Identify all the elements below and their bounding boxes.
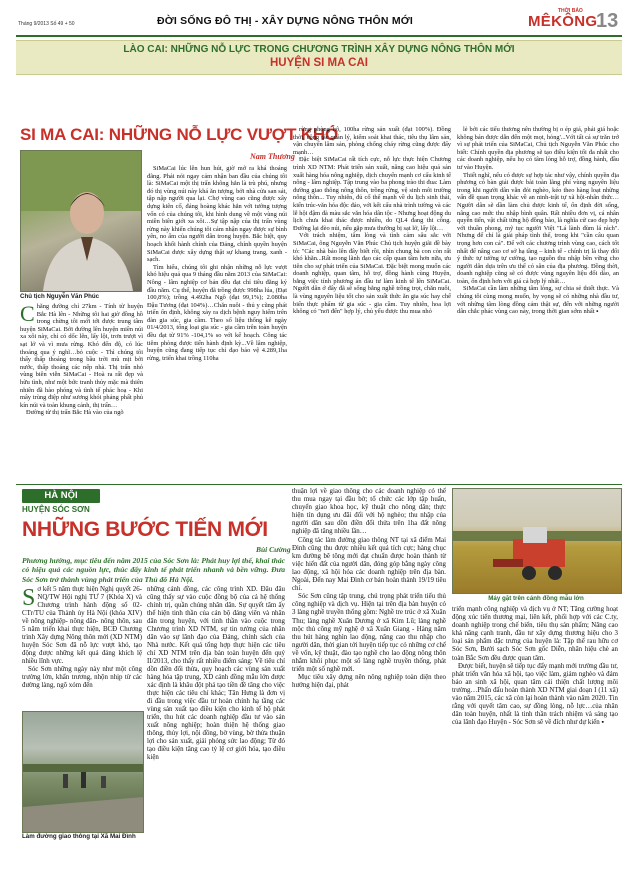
article1-col4-p1: lẻ bởi các tiểu thương nên thường bị o ép giá, phải giá hoặc không bán được dẫn đến một mọt, hỏng'...Với tất cả sự trăn trở vì sự phát triển của SiMaCai, Chủ tịch Nguyễn Văn Phúc cho biết: Chính quyền địa phương sẽ tạo điều kiện tối đa nhất cho các doanh nghiệp, nếu họ có tâm lòng hỗ trợ, đồng hành, đầu tư vào Huyện. [457,126,619,171]
article2-col3-p3: Sóc Sơn cũng tập trung, chú trọng phát triển tiểu thủ công nghiệp và dịch vụ. Hiện tại trên địa bàn huyện có 3 làng nghề truyền thống gồm: Nghề tre trúc ở xã Xuân Thu; làng nghề Xuân Dương ở xã Kim Lũ; làng nghề mộc thủ công mỹ nghệ ở xã Xuân Giang - Hàng năm thu hút hàng nghìn lao động, nâng cao thu nhập cho người dân, thời gian tới huyện tiếp tục có những cơ chế về vốn, kỹ thuật, đào tạo nghề cho lao động nông thôn nhằm khôi phục một số làng nghề truyền thống, phát triển một số nghề mới. [292,593,446,674]
article1-col2-p1: SiMaCai lúc lên hun hút, giờ mở ra khá thoáng đãng. Phải nói ngay cảm nhận ban đầu của chúng tôi là: SiMaCai một thị trấn không hẳn là trù phú, nhưng đó thị vùng núi này khá ăn tượng, bởi nhà cửa san sát, tập nập người qua lại. Chợ vùng cao cũng được xây dựng kiên cố, đảng hoàng khác hẳn với tưởng tượng vốn có của chúng tôi, khi hình dung về một vùng núi miền biên giới xa xôi…Sự tập nập của thị trấn vùng rừng này khiến chúng tôi cảm nhận ngay được sự bình yên, no ấm của người dân trong huyện. Bắc biệt, quy hoạch khối hành chính của Đảng, chính quyền huyện SiMaCai được xây dựng thật sự khang trang, xanh - sạch. [147,165,287,264]
article2-col1-text: ơ kết 5 năm thực hiện Nghị quyết 26-NQ/TW Hội nghị TƯ 7 (Khóa X) và Chương trình hành động số 02-CTr/TU của Thành ủy Hà Nội (khóa XIV) về nông nghiệp- nông dân- nông thôn, sau 5 năm triển khai thực hiện, BCĐ Chương trình Xây dựng Nông thôn mới (XD NTM) huyện Sóc Sơn đã nỗ lực vượt khó, tạo động được những kết quả đáng khích lệ nhiều lĩnh vực. [22,586,142,665]
article1-col4-p2: Thiết nghĩ, nếu có được sự hợp tác như vậy, chính quyền địa phương có bàn giải được bài toàn lãng phí vùng nguyên liệu trong khi người dân vẫn đói nghèo, kéo theo hàng loạt những vấn đề quan trọng khác về an ninh-trật tự xã hội-nhân thức…Người dân sẽ dần làm chủ được kinh tế, ổn định đời sống, nâng cao mức thu nhập bình quân. Rất nhiều đơn vị, cá nhân quyền tiến, vật chất từng hộ đồng bào, là nghĩa cử cao đẹp hợp với thuần phong, mỹ tục người Việt "Lá lành đùm lá rách". Nhưng để chỉ là giải pháp tình thế, trong khi "cần câu quan trọng hơn con cá". Để với các chương trình vùng cao, cách tốt nhất để nâng cao cơ sở hạ tầng – kinh tế - chính trị là thay đổi ý thức tự tưởng tự cường, tạo nguồn thu nhập bền vững cho người dân dựa trên ưu thế có sẵn của địa phương. Đồng thời, doanh nghiệp cũng sẽ có được vùng nguyên liệu đối dào, an toàn, ổn định hơn với giá cả hợp lý nhất… [457,171,619,285]
article1-photo [20,150,142,292]
banner-line-2: HUYỆN SI MA CAI [270,57,368,69]
person-photo-icon [21,151,141,291]
article2-photo-1-caption: Làm đường giao thông tại Xã Mai Đình [22,833,136,840]
article1-col1-text: hăng đường chỉ 27km - Tính từ huyện Bắc Hà lên - Những tôi hai giờ đồng hồ trong chừng tôi mới tới được trung tâm huyện SiMaCai. Bởi đường lên huyện miền núi xa xôi này, chỉ có dốc lên, lấy lội, trơn trượt vì sạt lở và vì mưa rừng. Khó đến độ, có lúc thoáng qua ý nghĩ…bỏ cuộc - Thì chúng tôi thấy thấp thoáng trong bầu trời mù mịt bởi nước, thấp thoáng các nếp nhà. Thị trấn nhỏ vùng biên viễn SiMaCai - Hoà ra rất đẹp và hữu tình, như một bức tranh thủy mặc mà thiên nhiên đã hào phóng và tình tế phác hoạ - Khi mây trùng điệp như sương khói phảng phất phủ kín núi và toàn khung cảnh, thị trấn… [20,303,143,409]
article2-col4-p1: triển mạnh công nghiệp và dịch vụ ở NT; Tăng cường hoạt động xúc tiến thương mại, liên kết, phối hợp với các C.ty, doanh nghiệp trong chế biến, tiêu thụ sản phẩm; Nâng cao khả năng cạnh tranh, đầu tư xây dựng thương hiệu cho 3 loại sản phẩm đặc trưng của huyện là: Tập thể rau hữu cơ Sóc Sơn, Bưởi sạch Sóc Sơn gốc Diễn, nhãn hiệu chè an toàn Bắc Sơn đều được quan tâm. [452,606,618,662]
article2-col3 [292,488,446,690]
article2-title: NHỮNG BƯỚC TIẾN MỚI [22,518,268,541]
article2-dropcap: S [22,585,36,611]
article2-col3-p4: Mục tiêu xây dựng nên nông nghiệp toàn diện theo hướng hiện đại, phát [292,674,446,690]
article1-col3-p3: Với trách nhiệm, tâm lòng và tình cảm sâu sắc với SiMaCai, ông Nguyễn Văn Phúc Chủ tịch huyện giãi đề bày tỏ: "Các nhà bảo lên đây biết rồi, nhìn chung bà con còn rất khó khăn...Rất mong lãnh đạo các cấp quan tâm hơn nữa, ưu tiên cho sự phát triển của SiMaCai. Đặc biệt mong muốn các doanh nghiệp, quan tâm, hỗ trợ, đồng hành cùng Huyện, bằng việc tính phương án đầu tư làm kinh tế lên SiMaCai. Người dân ở đây đã sẽ sống bằng nghề trồng trọt, chăn nuôi, là vùng nguyên liệu tốt cho sản xuất thức ăn gia súc hay chế biến thực phẩm từ gia súc - gia cầm. Tuy nhiên, hoa lợi không có "nơi đến" hợp lý, chủ yếu được thu mua nhỏ [293,232,451,316]
article1-col1 [20,303,143,417]
brand-logo: MÊKÔNG [528,13,598,30]
road-construction-photo-icon [23,712,143,832]
article2-col3-p2: Công tác làm đường giao thông NT tại xã điểm Mai Đình cũng thu được nhiều kết quả tích cực; hàng chục km đường bê tông mới đạt chuẩn được hoàn thành từ việc hiến đất của người dân, đóng góp bằng ngày công lao động, xã hội hóa các doanh nghiệp trên địa bàn. Ngoài, Đến nay Mai Đình cơ bản hoàn thành 19/19 tiêu chí. [292,536,446,593]
article1-photo-caption: Chủ tịch Nguyễn Văn Phúc [20,293,100,300]
issue-date: Tháng 9/2013 Số 49 + 50 [18,21,75,27]
article2-photo-2-caption: Máy gặt trên cánh đồng mẫu lớn [488,595,584,602]
header-rule [16,35,622,37]
article1-dropcap: C [20,301,35,326]
region-tag [22,489,100,503]
article2-author: Bùi Cường [256,545,291,554]
harvester-photo-icon [453,489,621,593]
article1-col1-last: Đường từ thị trấn Bắc Hà vào của ngõ [26,409,124,417]
article2-kicker: HUYỆN SÓC SƠN [22,505,90,514]
article1-col4 [457,126,619,316]
article1-col2-p2: Tìm hiểu, chúng tôi ghi nhận những nỗ lực vượt khó hiệu quả qua 9 tháng đầu năm 2013 của SiMaCai: Nông - lâm nghiệp cơ bản đều đạt chỉ tiêu đăng ký đầu năm. Cụ thể, huyện đã trồng được 998ha lúa, (Đạt 100,8%); trồng 4.492ha Ngô (đạt 99,1%); 2.080ha Đậu Tương (đạt 104%)…Chăn nuôi - thủ y cũng phát triển ổn định, không xảy ra dịch bệnh nguy hiểm trên đàn gia súc, gia cầm. Theo số liệu thống kê ngày 01/4/2013, tổng loại gia súc - gia cầm trên toàn huyện đều đạt từ 91% -104,1% so với kế hoạch. Công tác tiêm phòng được tiến hành định kỳ...Về lâm nghiệp, huyện cũng đang tiếp tục chỉ đạo bảo vệ 4.289,1ha rừng, triển khai trồng 110ha [147,263,287,362]
article2-col3-p1: thuận lợi về giao thông cho các doanh nghiệp có thể thu mua ngay tại đầu bờ; tổ chức các lớp tập huấn, chuyển giao khoa học, kỹ thuật cho nông dân; thực hiện tín dụng ưu đãi đối với hộ nghèo; thu nhập của người dân sau dồn điền đổi thửa trên 1ha đất nông nghiệp đã tăng nhiều lần… [292,488,446,536]
article1-col4-p3: SiMaCai cần làm những tâm lòng, sự chia sẻ thiết thực. Và chúng tôi cùng mong muốn, hy vọng sẽ có những nhà đầu tư, với những tâm lòng đồng cảm thật sự, đến với những người dân chắc phác vùng cao này, trong thời gian sớm nhất ▪ [457,285,619,316]
article1-col3-p2: Đặc biệt SiMaCai rất tích cực, nỗ lực thực hiện Chương trình XD NTM: Phát triển sản xuất, nâng cao hiệu quả sản xuất hàng hóa nông nghiệp, dịch chuyển mạnh cơ cấu kinh tế nông - lâm nghiệp. Tập trung vào ba phong trào thi đua: Làm đường giao thông nông thôn, trồng rừng, vệ sinh môi trường nông thôn... Tuy nhiên, đủ cố thể mạnh về du lịch sinh thái, kiến trúc-văn hóa độc đáo, với kết cấu nhà trình tường và các lễ hội đậm đà màu sắc văn hóa dân tộc - Nhưng hoạt động du lịch chưa khai thác được nhiều, do QL4 đang thi công. Đường lại đèo núi, nếu gặp mưa thường bị sạt lở, lấy lội… [293,156,451,232]
article2-lead: Phương hướng, mục tiêu đến năm 2015 của Sóc Sơn là: Phát huy lợi thế, khai thác có hiệu quả các nguồn lực, thúc đẩy kinh tế phát triển nhanh và bền vững. Đưa Sóc Sơn trở thành vùng phát triển của Thủ đô Hà Nội. [22,556,285,584]
region-label: HÀ NỘI [44,490,78,501]
article2-col2-text: những cánh đồng, các công trình XD. Đâu đâu cũng thấy sự vào cuộc đồng bộ của cả hệ thống chính trị, quần chúng nhân dân. Sự quyết tâm ấy thể hiện tinh thần của cán bộ đảng viên và nhân dân trong huyện, với tinh thần vào cuộc trong Chương trình XD NTM, sự tin tưởng của nhân dân vào sự lãnh đạo của Đảng, chính sách của Nhà nước. Kết quả tổng hợp thực hiện các tiêu chí XD NTM trên địa bàn toàn huyện đến quý II/2013, cho thấy rất nhiều điểm sáng: Về tiêu chí dồn điền đổi thửa, quy hoạch các vùng sản xuất hàng hóa tập trung, XD cánh đồng mẫu lớn được xác định là khâu đột phá tạo tiền đề tăng cho việc thực hiện các tiêu chí khác; Tân Hưng là đơn vị đi đầu trong việc đầu tư hoàn chỉnh hạ tầng các vùng sản xuất tạo điều kiện cho kinh tế hộ phát triển, thu hút các doanh nghiệp đầu tư vào sản xuất nông nghiệp; hoàn thiện hệ thống giao thông, thủy lợi, nội đồng, bờ vùng, bờ thửa thuận lợi cho sản xuất, giải phóng sức lao động; Từ đó tạo điều kiện tăng cao tỷ lệ cơ giới hóa, tạo điều kiện [147,586,285,761]
article2-col4 [452,606,618,727]
article2-photo-2 [452,488,622,594]
article2-col1 [22,586,142,690]
article1-col3 [293,126,451,316]
article2-col1-p2: Sóc Sơn những ngày này như một công trường lớn, khẩn trương, nhộn nhịp từ các đường làng, ngõ xóm đến [22,666,142,689]
page-number: 13 [596,10,619,32]
article2-col2 [147,586,285,762]
banner [16,40,622,75]
banner-line-1: LÀO CAI: NHỮNG NỖ LỰC TRONG CHƯƠNG TRÌNH XÂY DỰNG NÔNG THÔN MỚI [123,44,515,55]
article2-photo-1 [22,711,144,833]
section-title: ĐỜI SỐNG ĐÔ THỊ - XÂY DỰNG NÔNG THÔN MỚI [156,15,414,27]
article2-col4-p2: Được biết, huyện sẽ tiếp tục đẩy mạnh mới trường đầu tư, phát triển văn hóa xã hội, tạo việc làm, giảm nghèo và đảm bảo an sinh xã hội, quan tâm cải thiện chất lượng môi trường…Phấn đấu hoàn thành XD NTM giai đoạn I (11 xã) vào năm 2015, các xã còn lại hoàn thành vào năm 2020. Tin rằng với quyết tâm cao, sự đồng lòng, nỗ lực…của nhân dân toàn huyện, nhất là tinh thần trách nhiệm và sáng tạo của lãnh đạo Huyện - Sóc Sơn sẽ về đích như dự kiến ▪ [452,662,618,727]
article1-col3-p1: rừng phòng hộ, 100ha rừng sản xuất (đạt 100%). Đồng thời, công tác quản lý, kiểm soát khai thác, tiêu thụ lâm sản, vận chuyển lâm sản, phòng chống cháy rừng cũng được đẩy mạnh… [293,126,451,156]
article1-col2 [147,165,287,362]
article1-author: Nam Thương [250,152,295,161]
brand-small: THỜI BÁO [558,8,583,14]
article1-title: SI MA CAI: NHỮNG NỖ LỰC VƯỢT KHÓ [20,125,338,144]
section-divider [16,484,622,485]
